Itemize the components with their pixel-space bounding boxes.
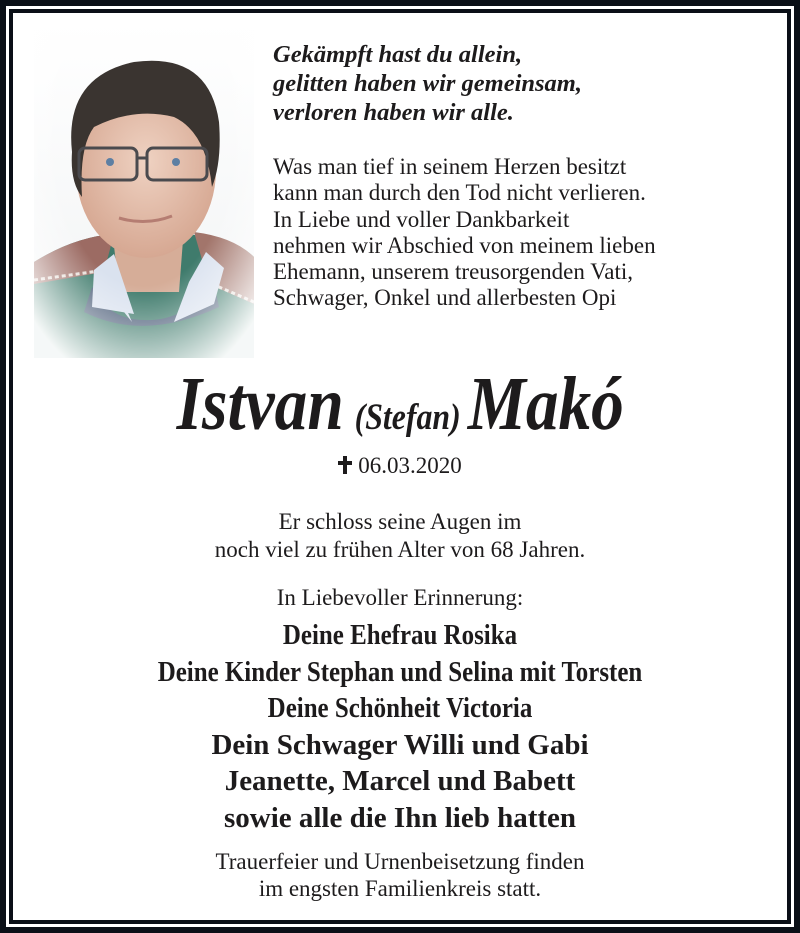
mourner-line: Deine Schönheit Victoria	[267, 692, 533, 724]
cross-icon	[338, 456, 352, 474]
age-line: noch viel zu frühen Alter von 68 Jahren.	[214, 537, 586, 562]
motto-line: Gekämpft hast du allein,	[273, 41, 523, 68]
verse-line: kann man durch den Tod nicht verlieren.	[273, 180, 646, 206]
motto-quote	[273, 40, 773, 127]
mourner-line: Dein Schwager Willi und Gabi	[211, 728, 589, 761]
mourner-line: Deine Ehefrau Rosika	[282, 619, 518, 651]
footer-line: im engsten Familienkreis statt.	[258, 876, 542, 901]
motto-line: verloren haben wir alle.	[273, 99, 514, 126]
verse-line: Was man tief in seinem Herzen besitzt	[273, 154, 627, 179]
first-name: Istvan	[177, 362, 345, 446]
verse-line: Schwager, Onkel und allerbesten Opi	[273, 285, 617, 311]
deceased-name	[0, 364, 800, 465]
farewell-verse	[273, 154, 783, 312]
portrait-photo	[34, 22, 254, 358]
age-text	[0, 508, 800, 564]
motto-line: gelitten haben wir gemeinsam,	[273, 70, 582, 97]
mourners-list	[0, 617, 800, 836]
verse-line: In Liebe und voller Dankbarkeit	[273, 206, 570, 232]
footer-line: Trauerfeier und Urnenbeisetzung finden	[215, 849, 585, 874]
death-date: 06.03.2020	[358, 453, 462, 478]
last-name: Makó	[467, 362, 624, 446]
age-line: Er schloss seine Augen im	[278, 509, 522, 534]
memory-heading: In Liebevoller Erinnerung:	[276, 585, 524, 610]
verse-line: nehmen wir Abschied von meinem lieben	[273, 232, 656, 258]
mourner-line: Jeanette, Marcel und Babett	[224, 765, 576, 797]
funeral-info	[0, 848, 800, 902]
alias-name: (Stefan)	[354, 397, 461, 438]
mourner-line: Deine Kinder Stephan und Selina mit Torsten	[157, 655, 643, 688]
verse-line: Ehemann, unserem treusorgenden Vati,	[273, 259, 634, 285]
mourner-line: sowie alle die Ihn lieb hatten	[223, 801, 577, 834]
death-date-line	[0, 452, 800, 480]
